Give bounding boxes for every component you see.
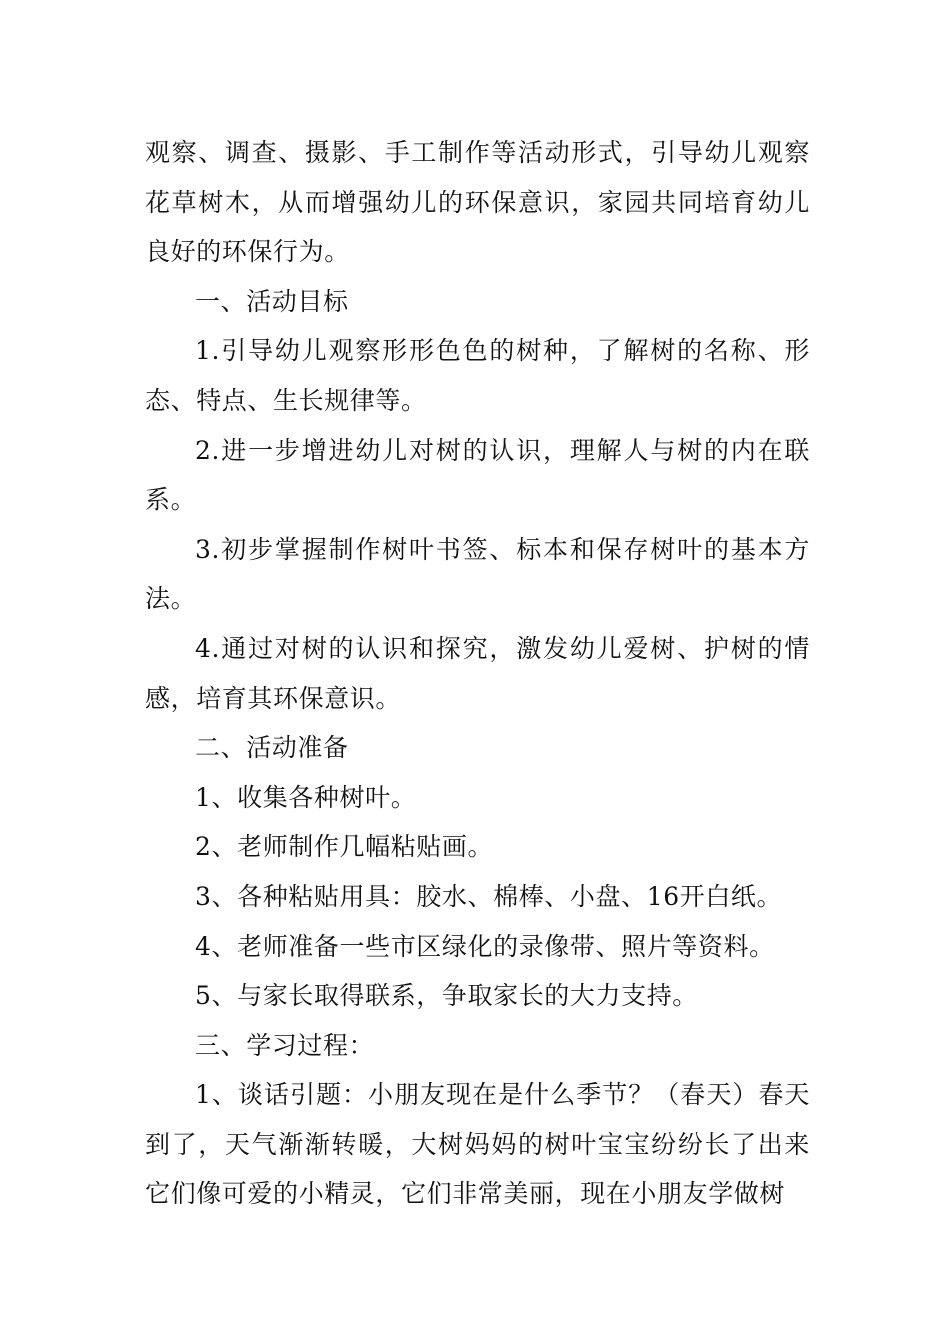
section-heading-goals: 一、活动目标 (195, 286, 349, 316)
preparation-item-2: 2、老师制作几幅粘贴画。 (195, 832, 494, 862)
paragraph-intro-continuation: 观察、调查、摄影、手工制作等活动形式，引导幼儿观察花草树木，从而增强幼儿的环保意识，家园共同培育幼儿良好的环保行为。 (145, 138, 810, 267)
preparation-item-5: 5、与家长取得联系，争取家长的大力支持。 (195, 981, 698, 1011)
process-item-1: 1、谈话引题：小朋友现在是什么季节？（春天）春天到了，天气渐渐转暖，大树妈妈的树叶宝宝纷纷长了出来它们像可爱的小精灵，它们非常美丽，现在小朋友学做树 (145, 1080, 810, 1209)
document-body (145, 128, 810, 1219)
section-heading-process: 三、学习过程： (195, 1030, 375, 1060)
preparation-item-1: 1、收集各种树叶。 (195, 782, 417, 812)
section-heading-preparation: 二、活动准备 (195, 733, 349, 763)
goal-item-3: 3.初步掌握制作树叶书签、标本和保存树叶的基本方法。 (145, 534, 810, 614)
preparation-item-4: 4、老师准备一些市区绿化的录像带、照片等资料。 (195, 931, 775, 961)
goal-item-4: 4.通过对树的认识和探究，激发幼儿爱树、护树的情感，培育其环保意识。 (145, 633, 810, 713)
preparation-item-3: 3、各种粘贴用具：胶水、棉棒、小盘、16开白纸。 (195, 881, 783, 911)
goal-item-1: 1.引导幼儿观察形形色色的树种，了解树的名称、形态、特点、生长规律等。 (145, 336, 810, 415)
goal-item-2: 2.进一步增进幼儿对树的认识，理解人与树的内在联系。 (145, 435, 810, 515)
